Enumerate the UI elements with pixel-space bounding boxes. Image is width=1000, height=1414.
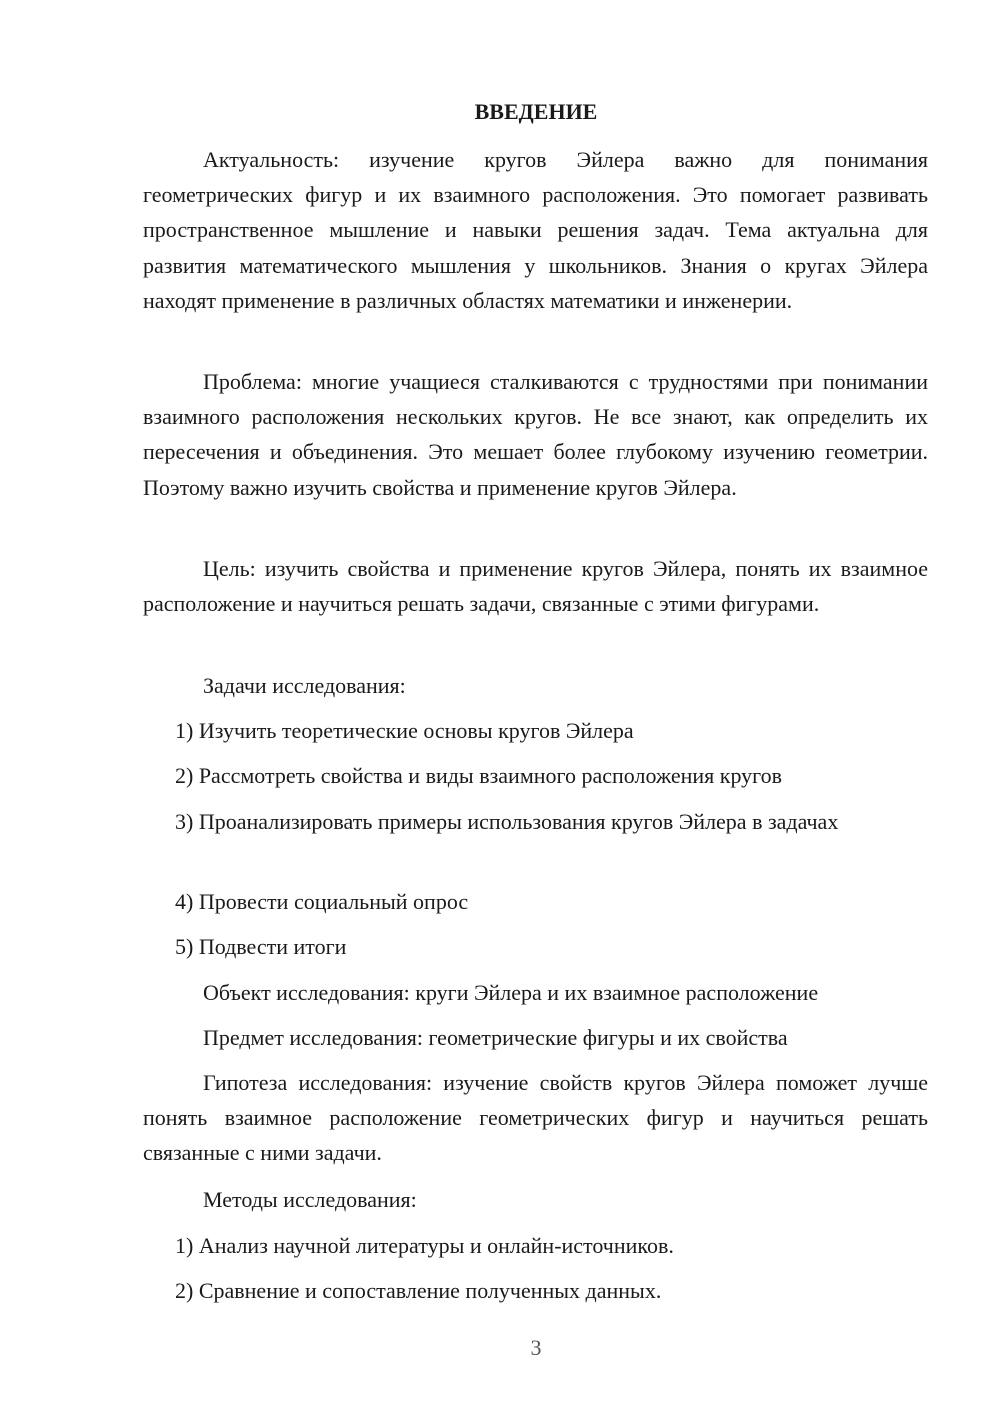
tasks-heading: Задачи исследования:: [203, 673, 406, 698]
problem-paragraph: Проблема: многие учащиеся сталкиваются с трудностями при понимании взаимного расположения нескольких кругов. Не все знают, как определить их пересечения и объединения. Это мешает более глубокому изучению геометрии. Поэтому важно изучить свойства и применение кругов Эйлера.: [143, 369, 928, 500]
methods-heading: Методы исследования:: [203, 1187, 417, 1212]
page-number: 3: [530, 1335, 542, 1360]
task-item: 5) Подвести итоги: [175, 934, 347, 959]
task-item: 4) Провести социальный опрос: [175, 889, 469, 914]
research-subject: Предмет исследования: геометрические фигуры и их свойства: [203, 1025, 788, 1050]
method-item: 2) Сравнение и сопоставление полученных данных.: [175, 1278, 662, 1303]
task-item: 3) Проанализировать примеры использования кругов Эйлера в задачах: [175, 809, 839, 834]
task-item: 1) Изучить теоретические основы кругов Эйлера: [175, 718, 634, 743]
research-object: Объект исследования: круги Эйлера и их взаимное расположение: [203, 980, 819, 1005]
page-title: ВВЕДЕНИЕ: [474, 99, 598, 124]
relevance-paragraph: Актуальность: изучение кругов Эйлера важно для понимания геометрических фигур и их взаимного расположения. Это помогает развивать пространственное мышление и навыки решения задач. Тема актуальна для развития математического мышления у школьников. Знания о кругах Эйлера находят применение в различных областях математики и инженерии.: [143, 147, 928, 313]
hypothesis-paragraph: Гипотеза исследования: изучение свойств кругов Эйлера поможет лучше понять взаимное расположение геометрических фигур и научиться решать связанные с ними задачи.: [143, 1070, 928, 1166]
method-item: 1) Анализ научной литературы и онлайн-источников.: [175, 1233, 674, 1258]
goal-paragraph: Цель: изучить свойства и применение кругов Эйлера, понять их взаимное расположение и научиться решать задачи, связанные с этими фигурами.: [143, 556, 928, 617]
task-item: 2) Рассмотреть свойства и виды взаимного расположения кругов: [175, 763, 783, 788]
